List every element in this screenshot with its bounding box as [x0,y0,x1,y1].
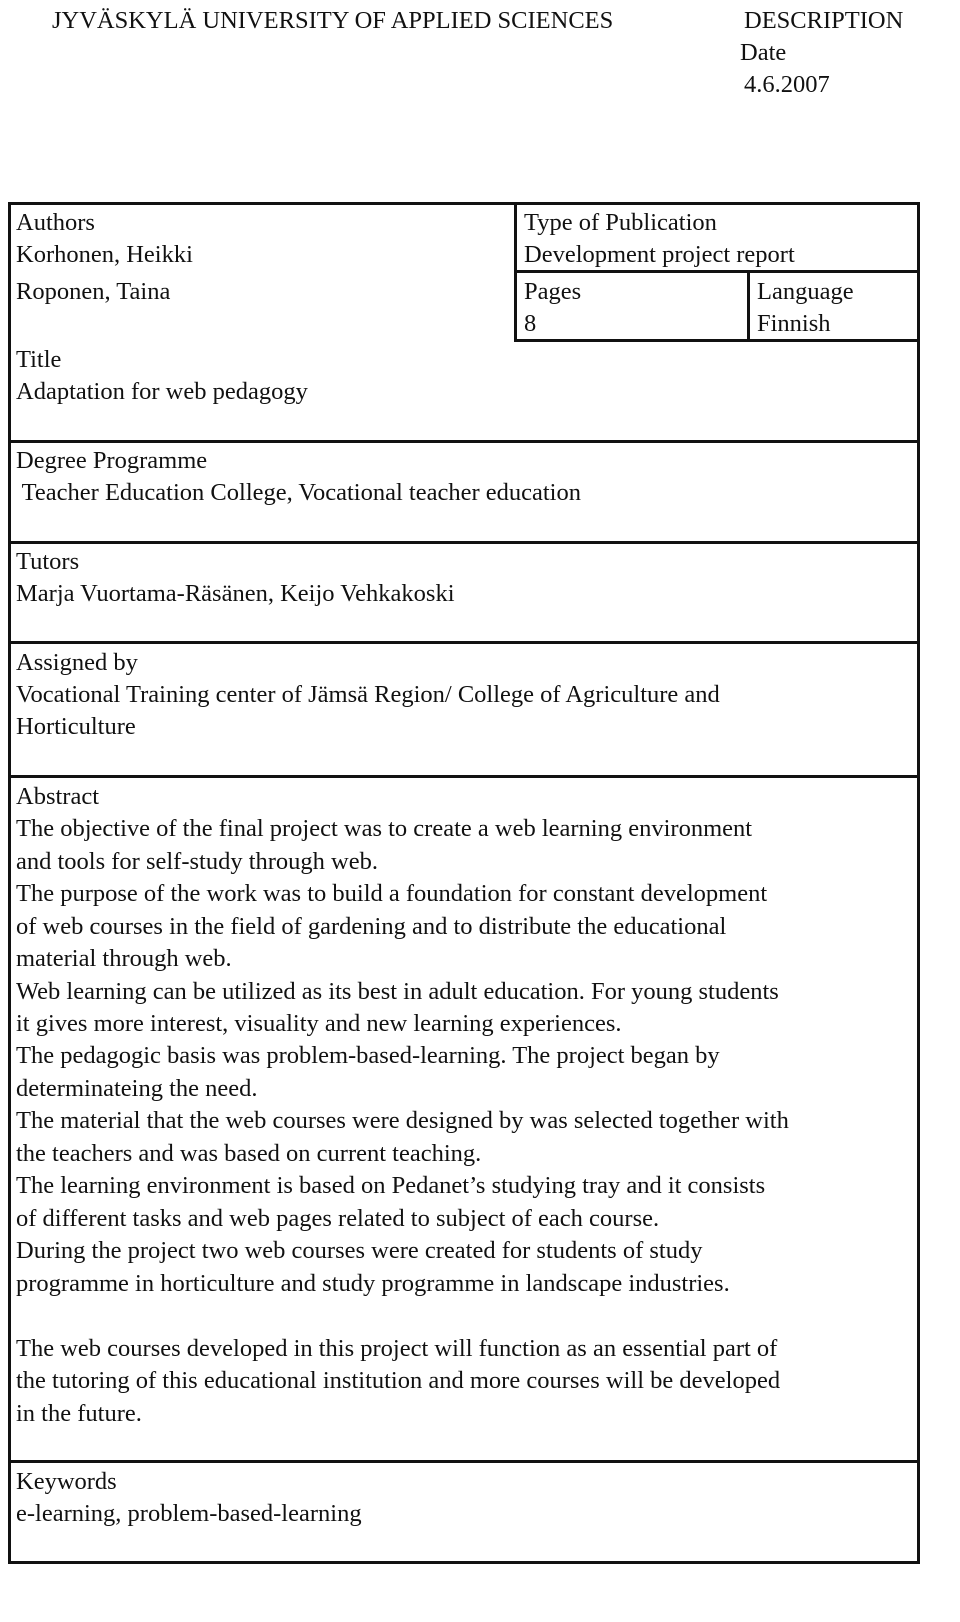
abstract-line: The objective of the final project was to create a web learning environment [16,815,753,842]
abstract-line: it gives more interest, visuality and new learning experiences. [16,1010,622,1037]
abstract-line: The pedagogic basis was problem-based-learning. The project began by [16,1042,720,1069]
assigned-by-label: Assigned by [16,649,138,676]
publication-type-label: Type of Publication [524,209,717,236]
tutors-label: Tutors [16,548,80,575]
abstract-line: The purpose of the work was to build a foundation for constant development [16,880,768,907]
abstract-line: programme in horticulture and study programme in landscape industries. [16,1270,730,1297]
language-label: Language [757,278,854,305]
title-label: Title [16,346,62,373]
abstract-line: During the project two web courses were created for students of study [16,1237,703,1264]
language-value: Finnish [757,310,831,337]
abstract-line: determinateing the need. [16,1075,258,1102]
abstract-line: of web courses in the field of gardening and to distribute the educational [16,913,727,940]
abstract-line: and tools for self-study through web. [16,848,378,875]
document-type: DESCRIPTION [744,7,904,34]
abstract-line: Web learning can be utilized as its best in adult education. For young students [16,978,779,1005]
author-name: Korhonen, Heikki [16,241,193,268]
degree-programme-value: Teacher Education College, Vocational teacher education [16,479,581,506]
degree-programme-label: Degree Programme [16,447,208,474]
abstract-label: Abstract [16,783,99,810]
pages-label: Pages [524,278,582,305]
abstract-line: material through web. [16,945,232,972]
tutors-value: Marja Vuortama-Räsänen, Keijo Vehkakoski [16,580,455,607]
abstract-line: in the future. [16,1400,142,1427]
keywords-label: Keywords [16,1468,117,1495]
abstract-line: the tutoring of this educational institution and more courses will be developed [16,1367,781,1394]
abstract-line: the teachers and was based on current teaching. [16,1140,482,1167]
author-name: Roponen, Taina [16,278,171,305]
abstract-line: of different tasks and web pages related to subject of each course. [16,1205,660,1232]
title-value: Adaptation for web pedagogy [16,378,308,405]
assigned-by-line: Horticulture [16,713,136,740]
institution-name: JYVÄSKYLÄ UNIVERSITY OF APPLIED SCIENCES [52,7,614,34]
date-value: 4.6.2007 [744,71,830,98]
date-label: Date [740,39,787,66]
publication-type-value: Development project report [524,241,795,268]
pages-value: 8 [524,310,537,337]
authors-label: Authors [16,209,95,236]
abstract-line: The learning environment is based on Pedanet’s studying tray and it consists [16,1172,766,1199]
abstract-line: The web courses developed in this project will function as an essential part of [16,1335,778,1362]
abstract-line: The material that the web courses were designed by was selected together with [16,1107,789,1134]
keywords-value: e-learning, problem-based-learning [16,1500,362,1527]
assigned-by-line: Vocational Training center of Jämsä Region/ College of Agriculture and [16,681,720,708]
